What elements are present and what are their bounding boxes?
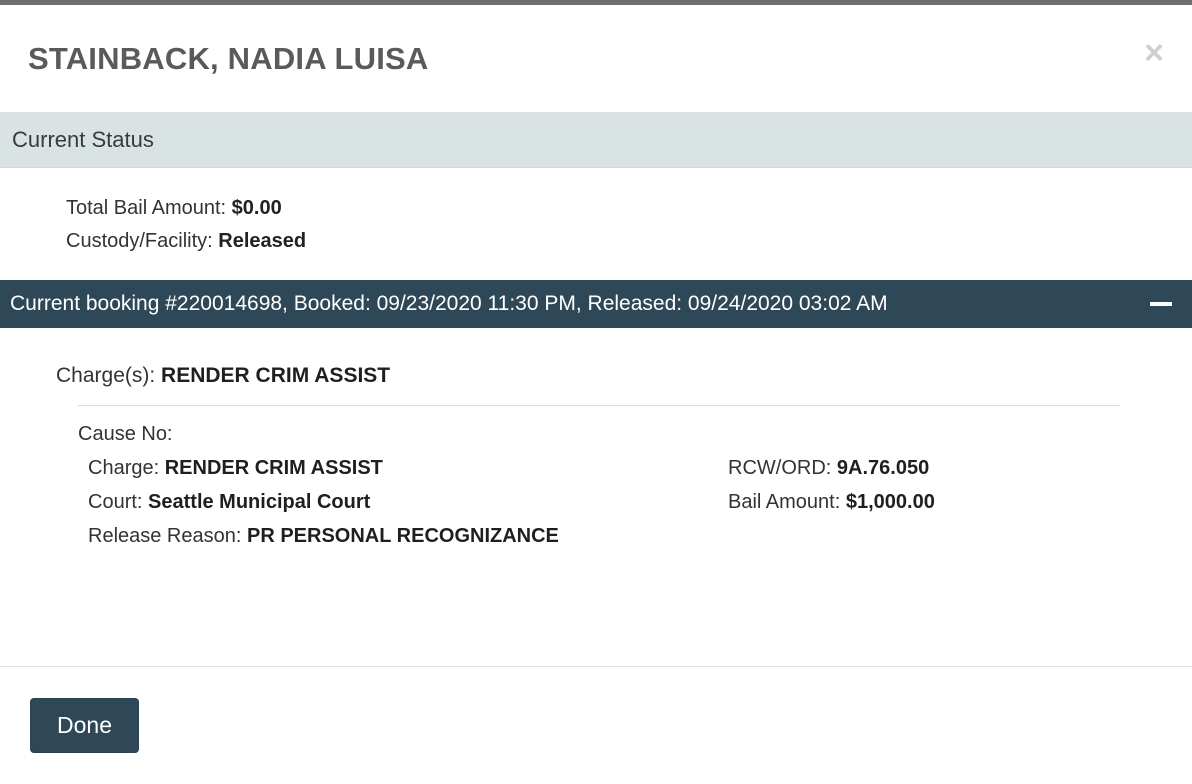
court-row bbox=[88, 485, 728, 519]
court-value: Seattle Municipal Court bbox=[148, 491, 371, 513]
booking-header-text: Current booking #220014698, Booked: 09/23/2020 11:30 PM, Released: 09/24/2020 03:02 AM bbox=[10, 292, 888, 315]
cause-section bbox=[0, 406, 1192, 553]
release-reason-row bbox=[88, 519, 1192, 553]
booking-header-bar[interactable] bbox=[0, 280, 1192, 328]
total-bail-label: Total Bail Amount: bbox=[66, 197, 227, 219]
release-reason-value: PR PERSONAL RECOGNIZANCE bbox=[247, 525, 559, 547]
total-bail-value: $0.00 bbox=[231, 197, 282, 219]
charge-label: Charge: bbox=[88, 457, 160, 479]
done-button[interactable]: Done bbox=[30, 698, 139, 753]
charges-label: Charge(s): bbox=[56, 364, 156, 387]
cause-no-label: Cause No: bbox=[78, 423, 173, 445]
custody-value: Released bbox=[218, 230, 307, 252]
charge-row bbox=[88, 451, 728, 485]
booking-detail-body bbox=[0, 328, 1192, 666]
total-bail-line bbox=[66, 192, 1192, 225]
charge-detail-grid bbox=[78, 449, 1192, 553]
minus-icon[interactable] bbox=[1150, 302, 1172, 306]
page-title: STAINBACK, NADIA LUISA bbox=[28, 40, 429, 76]
charges-value: RENDER CRIM ASSIST bbox=[161, 364, 391, 387]
current-status-band bbox=[0, 113, 1192, 168]
charges-line bbox=[0, 364, 1192, 388]
current-status-title: Current Status bbox=[12, 127, 154, 152]
status-summary bbox=[0, 168, 1192, 280]
bail-amount-row bbox=[728, 485, 1192, 519]
rcw-value: 9A.76.050 bbox=[836, 457, 930, 479]
rcw-row bbox=[728, 451, 1192, 485]
court-label: Court: bbox=[88, 491, 143, 513]
modal-header bbox=[0, 5, 1192, 113]
rcw-label: RCW/ORD: bbox=[728, 457, 832, 479]
release-reason-label: Release Reason: bbox=[88, 525, 242, 547]
modal-footer bbox=[0, 666, 1192, 784]
custody-label: Custody/Facility: bbox=[66, 230, 213, 252]
custody-line bbox=[66, 225, 1192, 258]
bail-amount-label: Bail Amount: bbox=[728, 491, 841, 513]
bail-amount-value: $1,000.00 bbox=[845, 491, 935, 513]
close-icon[interactable]: × bbox=[1144, 34, 1164, 72]
charge-value: RENDER CRIM ASSIST bbox=[164, 457, 383, 479]
